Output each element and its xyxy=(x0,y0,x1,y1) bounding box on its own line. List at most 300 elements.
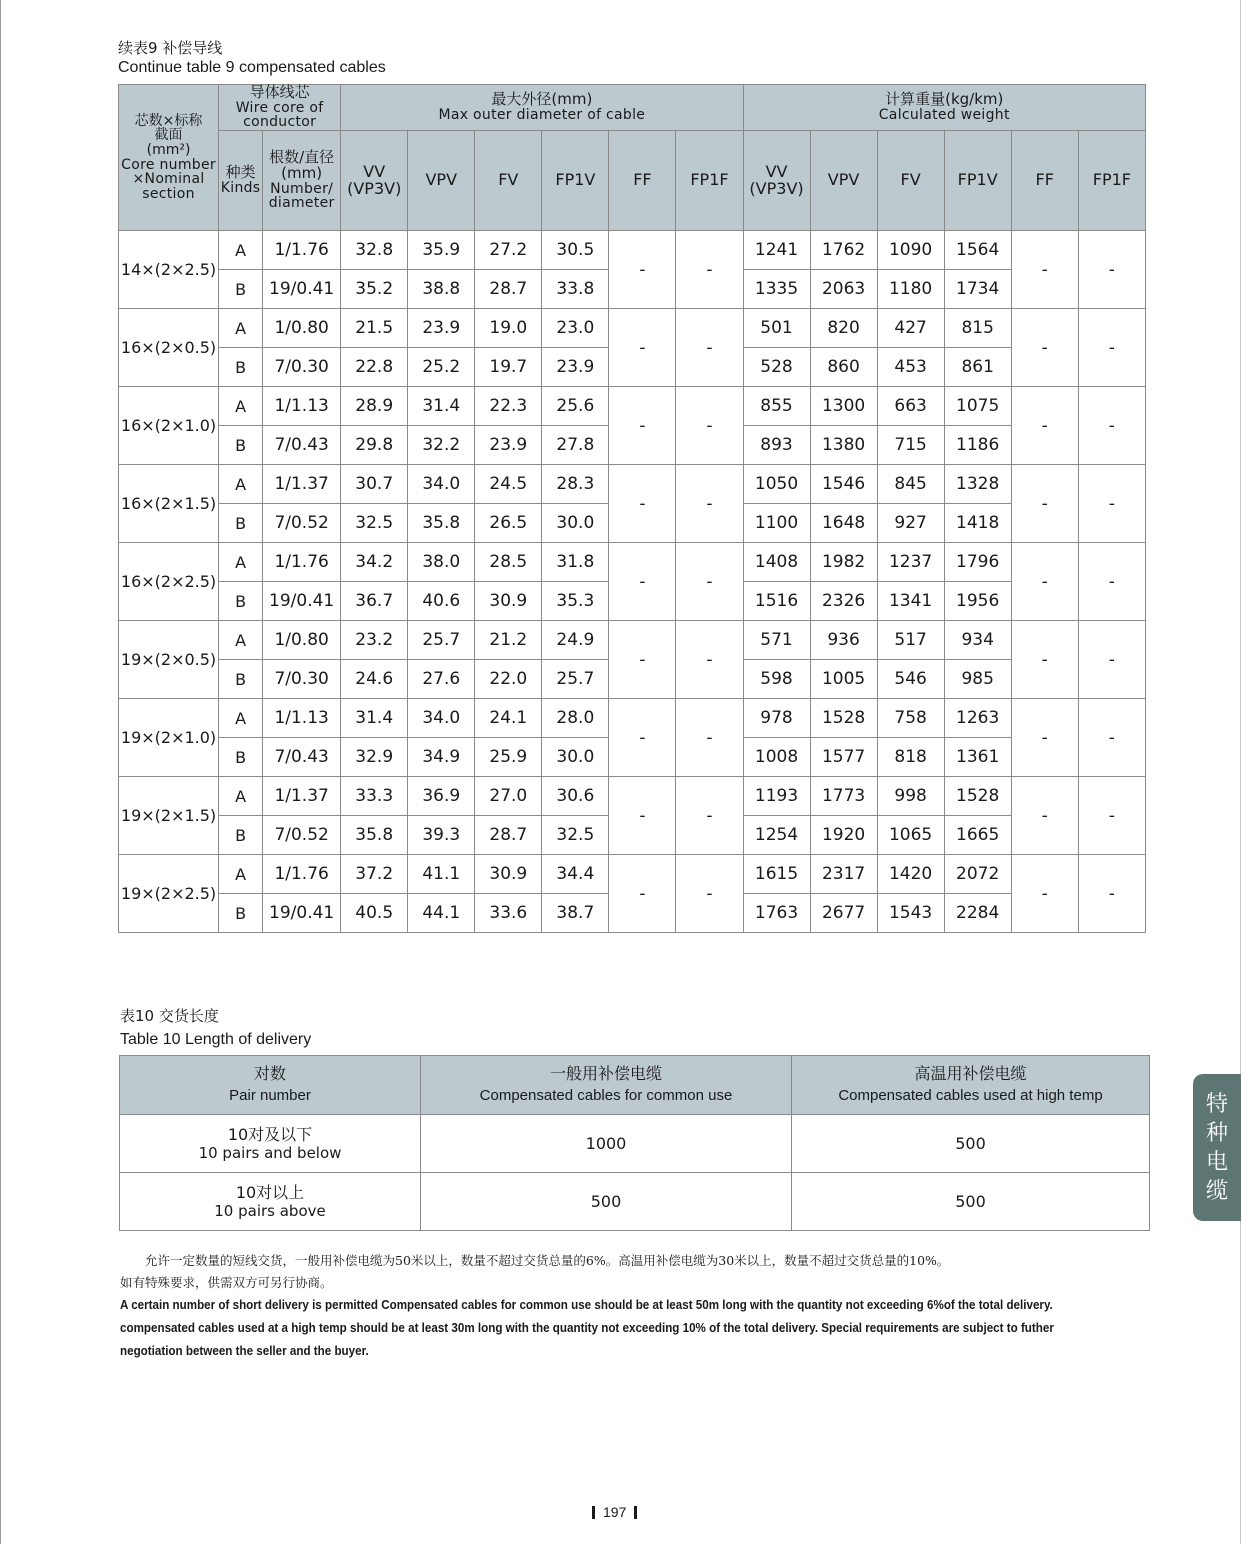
weight-value: 845 xyxy=(877,465,944,504)
number-diameter-cell: 1/1.13 xyxy=(263,699,341,738)
core-section-label: 19×(2×2.5) xyxy=(119,855,219,933)
header-col-ff-weight: FF xyxy=(1011,131,1078,231)
weight-value: 1193 xyxy=(743,777,810,816)
weight-value: 1420 xyxy=(877,855,944,894)
diameter-value: 23.9 xyxy=(542,348,609,387)
header-weight-en: Calculated weight xyxy=(878,107,1010,124)
weight-value: 1762 xyxy=(810,231,877,270)
diameter-value: 32.9 xyxy=(341,738,408,777)
diameter-value: 33.3 xyxy=(341,777,408,816)
header-weight xyxy=(743,85,1146,131)
diameter-value: 30.9 xyxy=(475,855,542,894)
number-diameter-cell: 19/0.41 xyxy=(263,582,341,621)
kind-cell: B xyxy=(219,660,263,699)
weight-value: 663 xyxy=(877,387,944,426)
core-section-label: 19×(2×0.5) xyxy=(119,621,219,699)
ff-weight-dash: - xyxy=(1011,543,1078,621)
diameter-value: 25.7 xyxy=(542,660,609,699)
diameter-value: 24.5 xyxy=(475,465,542,504)
pair-cell xyxy=(120,1173,421,1231)
diameter-value: 35.8 xyxy=(408,504,475,543)
weight-value: 453 xyxy=(877,348,944,387)
pair-en: 10 pairs above xyxy=(214,1201,326,1220)
fp1f-weight-dash: - xyxy=(1078,309,1145,387)
diameter-value: 30.5 xyxy=(542,231,609,270)
ff-diameter-dash: - xyxy=(609,621,676,699)
weight-value: 1075 xyxy=(944,387,1011,426)
kind-cell: B xyxy=(219,738,263,777)
number-diameter-cell: 7/0.52 xyxy=(263,816,341,855)
kind-cell: A xyxy=(219,309,263,348)
section-side-tab[interactable] xyxy=(1193,1074,1241,1221)
header-pair-cn: 对数 xyxy=(253,1064,286,1083)
weight-value: 1763 xyxy=(743,894,810,933)
diameter-value: 29.8 xyxy=(341,426,408,465)
diameter-value: 34.0 xyxy=(408,699,475,738)
page-number xyxy=(592,1504,637,1520)
kind-cell: B xyxy=(219,504,263,543)
pair-cell xyxy=(120,1115,421,1173)
diameter-value: 35.3 xyxy=(542,582,609,621)
number-diameter-cell: 1/1.76 xyxy=(263,543,341,582)
header-col-vv-weight: VV (VP3V) xyxy=(743,131,810,231)
weight-value: 1241 xyxy=(743,231,810,270)
diameter-value: 32.8 xyxy=(341,231,408,270)
note-en-line3: negotiation between the seller and the buyer. xyxy=(120,1344,369,1358)
diameter-value: 28.7 xyxy=(475,816,542,855)
kind-cell: A xyxy=(219,231,263,270)
header-pair-number xyxy=(120,1056,421,1115)
delivery-notes xyxy=(120,1250,1120,1363)
weight-value: 1648 xyxy=(810,504,877,543)
weight-value: 860 xyxy=(810,348,877,387)
kind-cell: A xyxy=(219,855,263,894)
pair-cn: 10对以上 xyxy=(235,1182,305,1202)
ff-weight-dash: - xyxy=(1011,855,1078,933)
ff-weight-dash: - xyxy=(1011,231,1078,309)
diameter-value: 27.8 xyxy=(542,426,609,465)
weight-value: 1186 xyxy=(944,426,1011,465)
fp1f-diameter-dash: - xyxy=(676,621,743,699)
header-col-ff: FF xyxy=(609,131,676,231)
weight-value: 1237 xyxy=(877,543,944,582)
fp1f-weight-dash: - xyxy=(1078,699,1145,777)
header-high-temp xyxy=(792,1056,1150,1115)
diameter-value: 23.2 xyxy=(341,621,408,660)
kind-cell: B xyxy=(219,582,263,621)
core-section-label: 16×(2×2.5) xyxy=(119,543,219,621)
weight-value: 1380 xyxy=(810,426,877,465)
ff-diameter-dash: - xyxy=(609,387,676,465)
diameter-value: 38.0 xyxy=(408,543,475,582)
header-maxdia-cn: 最大外径(mm) xyxy=(491,90,593,109)
header-common-en: Compensated cables for common use xyxy=(479,1087,733,1104)
weight-value: 1516 xyxy=(743,582,810,621)
weight-value: 1341 xyxy=(877,582,944,621)
diameter-value: 24.9 xyxy=(542,621,609,660)
table10-title-en: Table 10 Length of delivery xyxy=(120,1031,312,1048)
number-diameter-cell: 7/0.30 xyxy=(263,660,341,699)
diameter-value: 30.9 xyxy=(475,582,542,621)
ff-diameter-dash: - xyxy=(609,777,676,855)
table-row xyxy=(119,699,1146,738)
diameter-value: 21.2 xyxy=(475,621,542,660)
ff-weight-dash: - xyxy=(1011,387,1078,465)
weight-value: 2063 xyxy=(810,270,877,309)
diameter-value: 34.9 xyxy=(408,738,475,777)
header-kinds-cn: 种类 xyxy=(225,163,256,182)
diameter-value: 41.1 xyxy=(408,855,475,894)
weight-value: 1335 xyxy=(743,270,810,309)
header-number-diameter xyxy=(263,131,341,231)
header-common-use xyxy=(421,1056,792,1115)
diameter-value: 35.8 xyxy=(341,816,408,855)
weight-value: 1065 xyxy=(877,816,944,855)
weight-value: 1734 xyxy=(944,270,1011,309)
kind-cell: B xyxy=(219,348,263,387)
diameter-value: 30.6 xyxy=(542,777,609,816)
weight-value: 546 xyxy=(877,660,944,699)
diameter-value: 23.9 xyxy=(475,426,542,465)
weight-value: 427 xyxy=(877,309,944,348)
weight-value: 820 xyxy=(810,309,877,348)
diameter-value: 22.8 xyxy=(341,348,408,387)
diameter-value: 22.3 xyxy=(475,387,542,426)
diameter-value: 34.4 xyxy=(542,855,609,894)
kind-cell: B xyxy=(219,816,263,855)
table-row xyxy=(119,465,1146,504)
weight-value: 1180 xyxy=(877,270,944,309)
weight-value: 1008 xyxy=(743,738,810,777)
note-en-line1: A certain number of short delivery is permitted Compensated cables for common use should be at least 50m long with the quantity not exceeding 6%of the total delivery. xyxy=(120,1298,1053,1312)
ff-weight-dash: - xyxy=(1011,309,1078,387)
weight-value: 758 xyxy=(877,699,944,738)
ff-diameter-dash: - xyxy=(609,699,676,777)
header-core-section xyxy=(119,85,219,231)
ff-weight-dash: - xyxy=(1011,699,1078,777)
diameter-value: 21.5 xyxy=(341,309,408,348)
weight-value: 1982 xyxy=(810,543,877,582)
diameter-value: 27.0 xyxy=(475,777,542,816)
weight-value: 1577 xyxy=(810,738,877,777)
weight-value: 1920 xyxy=(810,816,877,855)
weight-value: 985 xyxy=(944,660,1011,699)
page-number-text: 197 xyxy=(603,1504,627,1520)
header-numdia-cn: 根数/直径 xyxy=(269,148,335,167)
weight-value: 1418 xyxy=(944,504,1011,543)
weight-value: 1956 xyxy=(944,582,1011,621)
fp1f-weight-dash: - xyxy=(1078,855,1145,933)
fp1f-diameter-dash: - xyxy=(676,465,743,543)
fp1f-diameter-dash: - xyxy=(676,231,743,309)
header-col-fp1v: FP1V xyxy=(542,131,609,231)
diameter-value: 32.2 xyxy=(408,426,475,465)
fp1f-diameter-dash: - xyxy=(676,777,743,855)
diameter-value: 28.9 xyxy=(341,387,408,426)
diameter-value: 34.2 xyxy=(341,543,408,582)
table-row xyxy=(119,387,1146,426)
diameter-value: 25.9 xyxy=(475,738,542,777)
diameter-value: 30.0 xyxy=(542,738,609,777)
pair-cn: 10对及以下 xyxy=(227,1124,313,1144)
fp1f-diameter-dash: - xyxy=(676,543,743,621)
weight-value: 571 xyxy=(743,621,810,660)
fp1f-weight-dash: - xyxy=(1078,543,1145,621)
header-col-fp1f-weight: FP1F xyxy=(1078,131,1145,231)
diameter-value: 31.4 xyxy=(341,699,408,738)
weight-value: 1300 xyxy=(810,387,877,426)
table10 xyxy=(119,1055,1150,1231)
note-cn-line1: 允许一定数量的短线交货，一般用补偿电缆为50米以上，数量不超过交货总量的6%。高温用补偿电缆为30米以上，数量不超过交货总量的10%。 xyxy=(145,1253,950,1268)
weight-value: 2072 xyxy=(944,855,1011,894)
header-kinds-en: Kinds xyxy=(220,180,261,197)
weight-value: 2317 xyxy=(810,855,877,894)
weight-value: 861 xyxy=(944,348,1011,387)
number-diameter-cell: 19/0.41 xyxy=(263,894,341,933)
weight-value: 598 xyxy=(743,660,810,699)
diameter-value: 24.6 xyxy=(341,660,408,699)
ff-diameter-dash: - xyxy=(609,543,676,621)
table9 xyxy=(118,84,1146,933)
diameter-value: 27.2 xyxy=(475,231,542,270)
core-section-label: 19×(2×1.0) xyxy=(119,699,219,777)
high-value: 500 xyxy=(792,1173,1150,1231)
page-number-bar-right xyxy=(634,1506,637,1519)
weight-value: 1005 xyxy=(810,660,877,699)
core-section-label: 16×(2×1.0) xyxy=(119,387,219,465)
header-max-diameter xyxy=(341,85,743,131)
diameter-value: 25.6 xyxy=(542,387,609,426)
header-core-cn1: 芯数×标称 xyxy=(134,112,203,129)
fp1f-diameter-dash: - xyxy=(676,387,743,465)
header-maxdia-en: Max outer diameter of cable xyxy=(438,107,646,124)
kind-cell: B xyxy=(219,894,263,933)
diameter-value: 36.9 xyxy=(408,777,475,816)
table9-title-en: Continue table 9 compensated cables xyxy=(118,59,386,76)
diameter-value: 19.7 xyxy=(475,348,542,387)
fp1f-weight-dash: - xyxy=(1078,621,1145,699)
weight-value: 818 xyxy=(877,738,944,777)
table-row xyxy=(120,1115,1150,1173)
diameter-value: 25.2 xyxy=(408,348,475,387)
common-value: 500 xyxy=(421,1173,792,1231)
fp1f-weight-dash: - xyxy=(1078,231,1145,309)
weight-value: 1796 xyxy=(944,543,1011,582)
table-row xyxy=(119,309,1146,348)
table-row xyxy=(119,621,1146,660)
diameter-value: 36.7 xyxy=(341,582,408,621)
header-conductor-cn: 导体线芯 xyxy=(249,83,310,101)
table10-title-cn: 表10 交货长度 xyxy=(120,1007,219,1025)
weight-value: 1408 xyxy=(743,543,810,582)
table-row xyxy=(120,1173,1150,1231)
core-section-label: 19×(2×1.5) xyxy=(119,777,219,855)
fp1f-diameter-dash: - xyxy=(676,699,743,777)
diameter-value: 40.5 xyxy=(341,894,408,933)
kind-cell: A xyxy=(219,543,263,582)
diameter-value: 30.7 xyxy=(341,465,408,504)
number-diameter-cell: 1/1.37 xyxy=(263,777,341,816)
diameter-value: 35.9 xyxy=(408,231,475,270)
header-pair-en: Pair number xyxy=(229,1087,311,1104)
diameter-value: 38.7 xyxy=(542,894,609,933)
diameter-value: 34.0 xyxy=(408,465,475,504)
weight-value: 1773 xyxy=(810,777,877,816)
weight-value: 1546 xyxy=(810,465,877,504)
weight-value: 1564 xyxy=(944,231,1011,270)
header-high-en: Compensated cables used at high temp xyxy=(838,1087,1103,1104)
ff-diameter-dash: - xyxy=(609,855,676,933)
diameter-value: 26.5 xyxy=(475,504,542,543)
weight-value: 2326 xyxy=(810,582,877,621)
kind-cell: A xyxy=(219,621,263,660)
ff-diameter-dash: - xyxy=(609,465,676,543)
ff-diameter-dash: - xyxy=(609,231,676,309)
number-diameter-cell: 7/0.52 xyxy=(263,504,341,543)
fp1f-weight-dash: - xyxy=(1078,777,1145,855)
table-row xyxy=(119,855,1146,894)
side-tab-char: 缆 xyxy=(1205,1178,1228,1204)
diameter-value: 30.0 xyxy=(542,504,609,543)
core-section-label: 16×(2×0.5) xyxy=(119,309,219,387)
number-diameter-cell: 1/1.76 xyxy=(263,855,341,894)
diameter-value: 35.2 xyxy=(341,270,408,309)
high-value: 500 xyxy=(792,1115,1150,1173)
number-diameter-cell: 1/1.76 xyxy=(263,231,341,270)
diameter-value: 38.8 xyxy=(408,270,475,309)
header-col-vv: VV (VP3V) xyxy=(341,131,408,231)
kind-cell: B xyxy=(219,426,263,465)
weight-value: 501 xyxy=(743,309,810,348)
weight-value: 715 xyxy=(877,426,944,465)
header-kinds xyxy=(219,131,263,231)
diameter-value: 24.1 xyxy=(475,699,542,738)
diameter-value: 40.6 xyxy=(408,582,475,621)
number-diameter-cell: 7/0.30 xyxy=(263,348,341,387)
diameter-value: 32.5 xyxy=(341,504,408,543)
header-weight-cn: 计算重量(kg/km) xyxy=(885,90,1004,109)
weight-value: 998 xyxy=(877,777,944,816)
header-core-cn2: 截面 xyxy=(154,127,183,144)
kind-cell: A xyxy=(219,777,263,816)
header-common-cn: 一般用补偿电缆 xyxy=(549,1064,662,1083)
number-diameter-cell: 1/1.13 xyxy=(263,387,341,426)
kind-cell: A xyxy=(219,465,263,504)
fp1f-diameter-dash: - xyxy=(676,855,743,933)
header-core-en: Core number ×Nominal section xyxy=(121,156,216,202)
core-section-label: 16×(2×1.5) xyxy=(119,465,219,543)
number-diameter-cell: 7/0.43 xyxy=(263,738,341,777)
weight-value: 927 xyxy=(877,504,944,543)
weight-value: 1665 xyxy=(944,816,1011,855)
diameter-value: 37.2 xyxy=(341,855,408,894)
header-col-fv: FV xyxy=(475,131,542,231)
weight-value: 1100 xyxy=(743,504,810,543)
weight-value: 2284 xyxy=(944,894,1011,933)
table-row xyxy=(119,777,1146,816)
ff-weight-dash: - xyxy=(1011,621,1078,699)
diameter-value: 33.8 xyxy=(542,270,609,309)
fp1f-diameter-dash: - xyxy=(676,309,743,387)
table9-title xyxy=(118,38,386,78)
diameter-value: 28.0 xyxy=(542,699,609,738)
header-conductor-en: Wire core of conductor xyxy=(235,99,324,131)
diameter-value: 31.8 xyxy=(542,543,609,582)
weight-value: 1543 xyxy=(877,894,944,933)
kind-cell: A xyxy=(219,699,263,738)
diameter-value: 23.9 xyxy=(408,309,475,348)
number-diameter-cell: 19/0.41 xyxy=(263,270,341,309)
ff-diameter-dash: - xyxy=(609,309,676,387)
weight-value: 1263 xyxy=(944,699,1011,738)
diameter-value: 22.0 xyxy=(475,660,542,699)
weight-value: 1050 xyxy=(743,465,810,504)
weight-value: 936 xyxy=(810,621,877,660)
header-conductor xyxy=(219,85,341,131)
diameter-value: 39.3 xyxy=(408,816,475,855)
number-diameter-cell: 1/0.80 xyxy=(263,621,341,660)
weight-value: 815 xyxy=(944,309,1011,348)
weight-value: 1528 xyxy=(810,699,877,738)
header-col-vpv: VPV xyxy=(408,131,475,231)
note-cn-line2: 如有特殊要求，供需双方可另行协商。 xyxy=(120,1275,333,1290)
table9-body xyxy=(119,231,1146,933)
diameter-value: 31.4 xyxy=(408,387,475,426)
weight-value: 1328 xyxy=(944,465,1011,504)
header-col-fp1v-weight: FP1V xyxy=(944,131,1011,231)
diameter-value: 33.6 xyxy=(475,894,542,933)
weight-value: 1254 xyxy=(743,816,810,855)
weight-value: 2677 xyxy=(810,894,877,933)
header-col-fp1f: FP1F xyxy=(676,131,743,231)
diameter-value: 28.7 xyxy=(475,270,542,309)
number-diameter-cell: 1/0.80 xyxy=(263,309,341,348)
diameter-value: 23.0 xyxy=(542,309,609,348)
weight-value: 1528 xyxy=(944,777,1011,816)
side-tab-char: 电 xyxy=(1205,1149,1228,1175)
ff-weight-dash: - xyxy=(1011,465,1078,543)
number-diameter-cell: 7/0.43 xyxy=(263,426,341,465)
header-core-unit: (mm²) xyxy=(146,141,191,158)
side-tab-char: 特 xyxy=(1205,1091,1228,1117)
weight-value: 893 xyxy=(743,426,810,465)
pair-en: 10 pairs and below xyxy=(198,1143,342,1162)
diameter-value: 44.1 xyxy=(408,894,475,933)
diameter-value: 28.5 xyxy=(475,543,542,582)
side-tab-char: 种 xyxy=(1205,1120,1228,1146)
header-numdia-en: Number/ diameter xyxy=(268,180,335,212)
page-number-bar-left xyxy=(592,1506,595,1519)
diameter-value: 25.7 xyxy=(408,621,475,660)
fp1f-weight-dash: - xyxy=(1078,465,1145,543)
diameter-value: 28.3 xyxy=(542,465,609,504)
number-diameter-cell: 1/1.37 xyxy=(263,465,341,504)
weight-value: 1615 xyxy=(743,855,810,894)
weight-value: 517 xyxy=(877,621,944,660)
diameter-value: 19.0 xyxy=(475,309,542,348)
header-numdia-unit: (mm) xyxy=(281,163,323,182)
note-en-line2: compensated cables used at a high temp should be at least 30m long with the quantity not exceeding 10% of the total delivery. Special requirements are subject to futher xyxy=(120,1321,1054,1335)
table10-title xyxy=(120,1004,311,1052)
weight-value: 978 xyxy=(743,699,810,738)
weight-value: 528 xyxy=(743,348,810,387)
kind-cell: A xyxy=(219,387,263,426)
kind-cell: B xyxy=(219,270,263,309)
core-section-label: 14×(2×2.5) xyxy=(119,231,219,309)
weight-value: 1361 xyxy=(944,738,1011,777)
diameter-value: 32.5 xyxy=(542,816,609,855)
header-col-fv-weight: FV xyxy=(877,131,944,231)
